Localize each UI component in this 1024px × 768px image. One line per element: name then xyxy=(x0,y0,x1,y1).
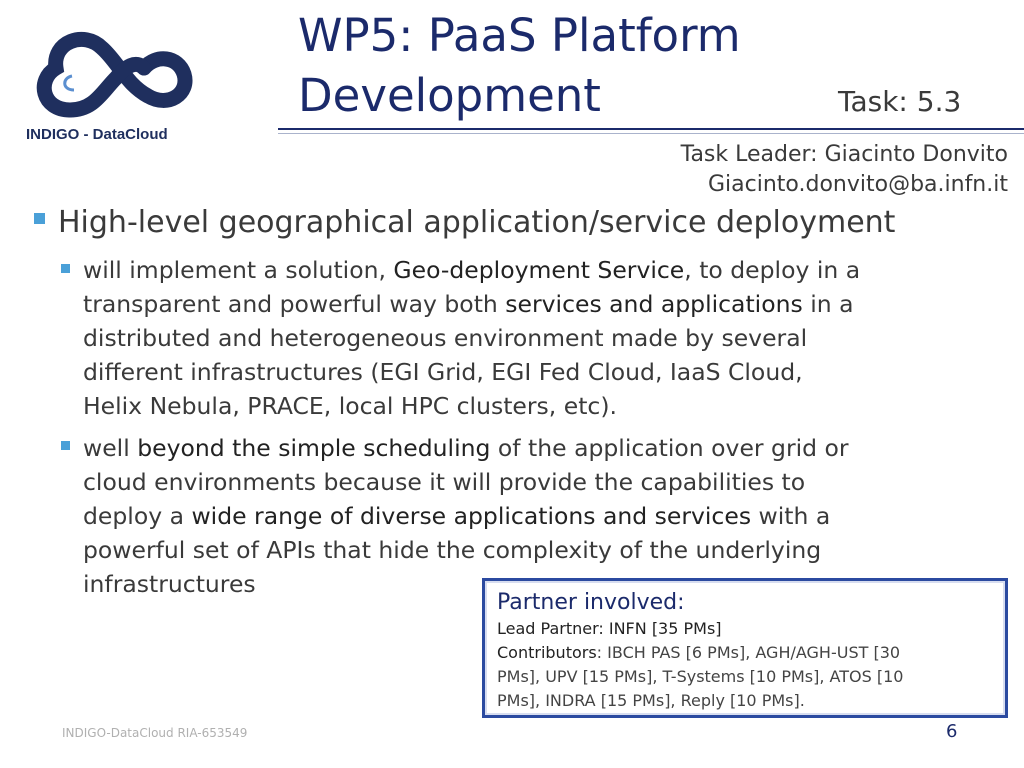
title-divider-shadow xyxy=(278,133,1024,134)
contributors-line-2: PMs], UPV [15 PMs], T-Systems [10 PMs], ATOS [10 xyxy=(497,667,904,686)
partner-box xyxy=(482,578,1008,718)
slide-title xyxy=(298,6,741,126)
title-line-1: WP5: PaaS Platform xyxy=(298,9,741,62)
bullet-text-1: will implement a solution, Geo-deployment Service, to deploy in a transparent and powerful way both services and applications in a distributed and heterogeneous environment made by several different infrastructures (EGI Grid, EGI Fed Cloud, IaaS Cloud, Helix Nebula, PRACE, local HPC clusters, etc). xyxy=(83,256,861,420)
task-label: Task: 5.3 xyxy=(838,85,962,118)
section-heading: High-level geographical application/service deployment xyxy=(58,205,896,240)
bullet-text-2: well beyond the simple scheduling of the application over grid or cloud environments because it will provide the capabilities to deploy a wide range of diverse applications and services with a powerful set of APIs that hide the complexity of the underlying infrastructures xyxy=(83,434,849,598)
bullet-marker xyxy=(61,441,70,450)
partner-heading: Partner involved: xyxy=(497,590,685,615)
contributors-line-1: Contributors: IBCH PAS [6 PMs], AGH/AGH-UST [30 xyxy=(497,643,901,662)
lead-partner: Lead Partner: INFN [35 PMs] xyxy=(497,619,722,638)
title-divider xyxy=(278,128,1024,130)
task-leader-name: Task Leader: Giacinto Donvito xyxy=(680,142,1008,167)
contributors-line-3: PMs], INDRA [15 PMs], Reply [10 PMs]. xyxy=(497,691,805,710)
task-leader xyxy=(681,140,1008,200)
footer-text: INDIGO-DataCloud RIA-653549 xyxy=(62,726,248,740)
page-number: 6 xyxy=(946,721,958,742)
task-leader-email: Giacinto.donvito@ba.infn.it xyxy=(708,172,1008,197)
title-line-2: Development xyxy=(298,69,601,122)
logo-text: INDIGO - DataCloud xyxy=(26,126,168,143)
bullet-marker xyxy=(34,213,45,224)
bullet-marker xyxy=(61,264,70,273)
